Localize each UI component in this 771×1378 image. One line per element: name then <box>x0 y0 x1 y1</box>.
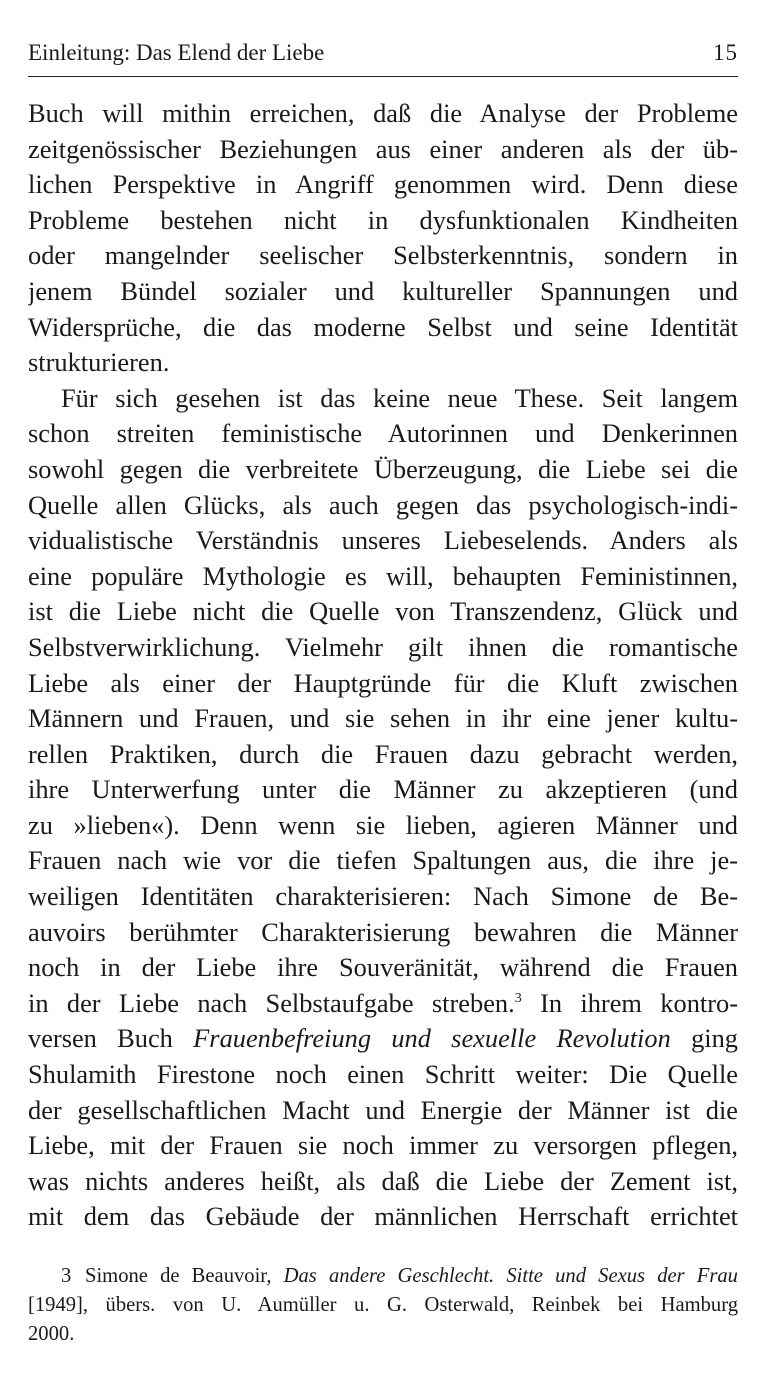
footnote-reference: 3 <box>514 990 522 1006</box>
text-line: Widersprüche, die das moderne Selbst und seine Identität <box>28 311 738 342</box>
text-line: Liebe, mit der Frauen sie noch immer zu versorgen pflegen, <box>28 1130 738 1161</box>
text-line: lichen Perspektive in Angriff genommen wird. Denn diese <box>28 169 738 200</box>
text-line: weiligen Identitäten charakterisieren: Nach Simone de Be- <box>28 881 738 912</box>
text-line: was nichts anderes heißt, als daß die Liebe der Zement ist, <box>28 1165 738 1196</box>
footnote-line: 2000. <box>28 1323 75 1345</box>
footnote-title: Das andere Geschlecht. Sitte und Sexus der Frau <box>283 1265 738 1287</box>
text-line: eine populäre Mythologie es will, behaupten Feministinnen, <box>28 560 738 591</box>
text-line: schon streiten feministische Autorinnen und Denkerinnen <box>28 418 738 449</box>
text-line: zeitgenössischer Beziehungen aus einer anderen als der üb- <box>28 133 738 164</box>
text-line: oder mangelnder seelischer Selbsterkenntnis, sondern in <box>28 240 738 271</box>
text-line: Quelle allen Glücks, als auch gegen das psychologisch-indi- <box>28 489 738 520</box>
text-line: Frauen nach wie vor die tiefen Spaltungen aus, die ihre je- <box>28 845 738 876</box>
page-number: 15 <box>713 40 738 65</box>
text-line: Shulamith Firestone noch einen Schritt weiter: Die Quelle <box>28 1059 738 1090</box>
footnote <box>28 1262 738 1349</box>
header-rule <box>28 76 738 77</box>
footnote-line: [1949], übers. von U. Aumüller u. G. Osterwald, Reinbek bei Hamburg <box>28 1294 738 1316</box>
text-line-with-title <box>28 1021 738 1057</box>
text-line: auvoirs berühmter Charakterisierung bewahren die Männer <box>28 916 738 947</box>
body-text <box>28 96 738 1235</box>
running-title: Einleitung: Das Elend der Liebe <box>28 40 325 65</box>
text-segment: in der Liebe nach Selbstaufgabe streben. <box>28 987 515 1018</box>
text-segment: versen Buch <box>28 1023 194 1054</box>
text-line-indented <box>28 381 738 417</box>
text-line: ist die Liebe nicht die Quelle von Transzendenz, Glück und <box>28 596 738 627</box>
book-title: Frauenbefreiung und sexuelle Revolution <box>193 1023 671 1054</box>
text-line-content: Für sich gesehen ist das keine neue These. Seit langem <box>61 382 738 413</box>
running-header <box>28 40 738 74</box>
text-line: Buch will mithin erreichen, daß die Analyse der Probleme <box>28 98 738 128</box>
text-line: strukturieren. <box>28 347 170 378</box>
text-line: zu »lieben«). Denn wenn sie lieben, agieren Männer und <box>28 809 738 840</box>
text-line: rellen Praktiken, durch die Frauen dazu gebracht werden, <box>28 738 738 769</box>
text-line: Probleme bestehen nicht in dysfunktionalen Kindheiten <box>28 204 738 235</box>
text-segment: ging <box>670 1023 738 1054</box>
text-line: vidualistische Verständnis unseres Liebeselends. Anders als <box>28 525 738 556</box>
text-line: sowohl gegen die verbreitete Überzeugung, die Liebe sei die <box>28 453 738 484</box>
footnote-line <box>28 1262 738 1291</box>
text-line: ihre Unterwerfung unter die Männer zu akzeptieren (und <box>28 774 738 805</box>
text-line: mit dem das Gebäude der männlichen Herrschaft errichtet <box>28 1201 738 1232</box>
text-line: Liebe als einer der Hauptgründe für die Kluft zwischen <box>28 667 738 698</box>
text-line: Männern und Frauen, und sie sehen in ihr eine jener kultu- <box>28 703 738 734</box>
text-line: Selbstverwirklichung. Vielmehr gilt ihnen die romantische <box>28 631 738 662</box>
footnote-number: 3 <box>61 1265 72 1287</box>
text-segment: In ihrem kontro- <box>521 987 738 1018</box>
text-line: noch in der Liebe ihre Souveränität, während die Frauen <box>28 952 738 983</box>
text-line: der gesellschaftlichen Macht und Energie der Männer ist die <box>28 1094 738 1125</box>
footnote-author: Simone de Beauvoir, <box>85 1265 284 1287</box>
text-line: jenem Bündel sozialer und kultureller Spannungen und <box>28 275 738 306</box>
text-line-with-footnote-ref <box>28 986 738 1022</box>
